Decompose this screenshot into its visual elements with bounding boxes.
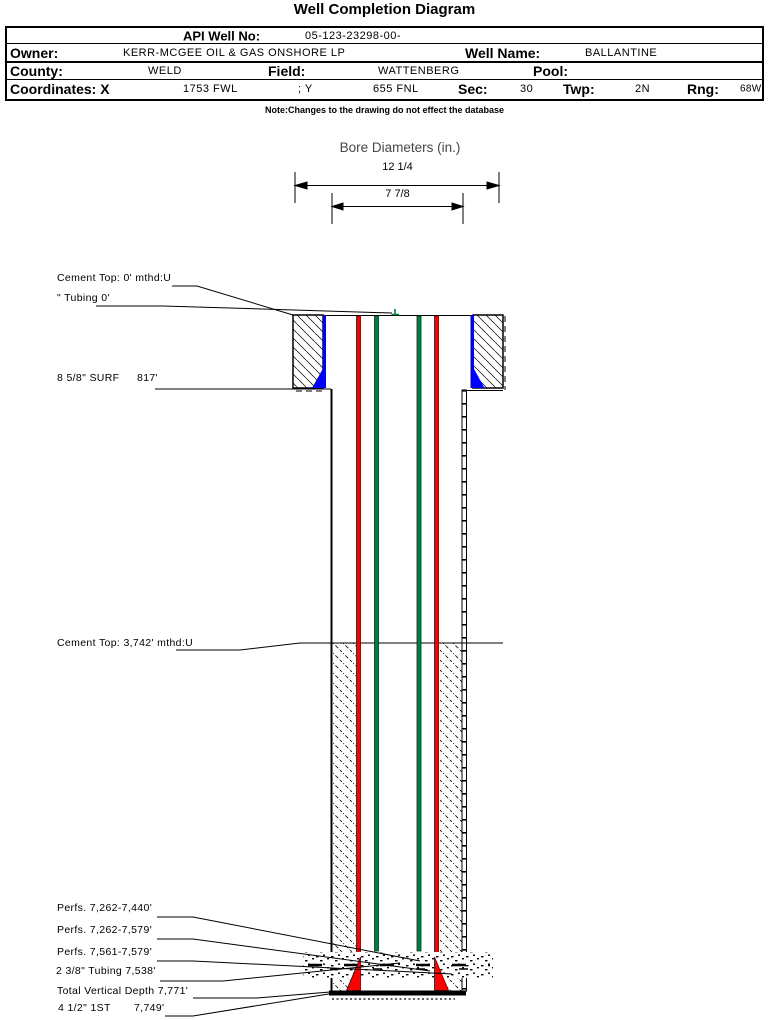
coordinate-y-label: ; Y: [298, 82, 313, 95]
leader-tubing-top: [96, 306, 392, 313]
coordinate-y-value: 655 FNL: [373, 82, 419, 95]
rng-value: 68W: [740, 83, 762, 94]
perfs-2-label: Perfs. 7,262-7,579': [57, 924, 153, 936]
well-name-value: BALLANTINE: [585, 46, 658, 59]
outer-bore-diameter-label: 12 1/4: [382, 161, 413, 173]
production-cement-right: [440, 643, 463, 952]
surface-casing-label: 8 5/8" SURF: [57, 372, 120, 384]
production-casing-label: 4 1/2" 1ST: [58, 1002, 111, 1014]
leader-cement-top-surface: [172, 286, 293, 315]
cement-top-production-label: Cement Top: 3,742' mthd:U: [57, 637, 194, 649]
production-casing-right-line: [435, 316, 439, 978]
production-casing-depth: 7,749': [134, 1002, 165, 1014]
sec-label: Sec:: [458, 80, 488, 97]
tubing-hanger-tick: [392, 309, 400, 315]
perforation-zone: [303, 952, 493, 978]
total-depth-plug: [329, 991, 466, 996]
outer-dim-right-arrowhead: [487, 182, 499, 189]
tubing-depth-label: 2 3/8" Tubing 7,538': [56, 965, 156, 977]
tvd-label: Total Vertical Depth 7,771': [57, 985, 189, 997]
coordinates-label: Coordinates: X: [10, 80, 110, 97]
outer-dim-left-arrowhead: [295, 182, 307, 189]
twp-value: 2N: [635, 82, 651, 95]
surface-casing-section: [293, 315, 505, 391]
inner-dim-left-arrowhead: [332, 203, 343, 210]
county-label: County:: [10, 63, 63, 79]
pool-label: Pool:: [533, 63, 568, 79]
tubing-right-line: [417, 316, 421, 951]
owner-value: KERR-MCGEE OIL & GAS ONSHORE LP: [123, 46, 346, 59]
tubing-left-line: [375, 316, 379, 951]
bore-diameters-title: Bore Diameters (in.): [339, 140, 461, 155]
perfs-1-label: Perfs. 7,262-7,440': [57, 902, 153, 914]
tubing-top-label: " Tubing 0': [57, 292, 110, 304]
inner-dim-right-arrowhead: [452, 203, 463, 210]
inner-bore-diameter-label: 7 7/8: [385, 188, 410, 200]
coordinate-x-value: 1753 FWL: [183, 82, 238, 95]
api-well-no-value: 05-123-23298-00-: [305, 29, 402, 42]
twp-label: Twp:: [563, 80, 595, 97]
field-value: WATTENBERG: [378, 65, 460, 77]
cement-top-surface-label: Cement Top: 0' mthd:U: [57, 272, 172, 284]
production-casing-left-line: [357, 316, 361, 978]
perfs-3-label: Perfs. 7,561-7,579': [57, 946, 153, 958]
database-note: Note:Changes to the drawing do not effect the database: [264, 105, 505, 115]
well-name-label: Well Name:: [465, 44, 541, 61]
leader-production-casing: [165, 991, 347, 1016]
surface-casing-depth: 817': [137, 372, 158, 384]
owner-label: Owner:: [10, 44, 59, 61]
bore-diameter-dimensions: [295, 172, 499, 224]
page-title: Well Completion Diagram: [293, 1, 476, 18]
api-well-no-label: API Well No:: [183, 28, 261, 43]
production-cement-left: [333, 643, 356, 952]
rng-label: Rng:: [687, 80, 719, 97]
production-cement: [333, 643, 463, 991]
sec-value: 30: [520, 82, 534, 95]
field-label: Field:: [268, 63, 306, 79]
county-value: WELD: [148, 65, 182, 77]
